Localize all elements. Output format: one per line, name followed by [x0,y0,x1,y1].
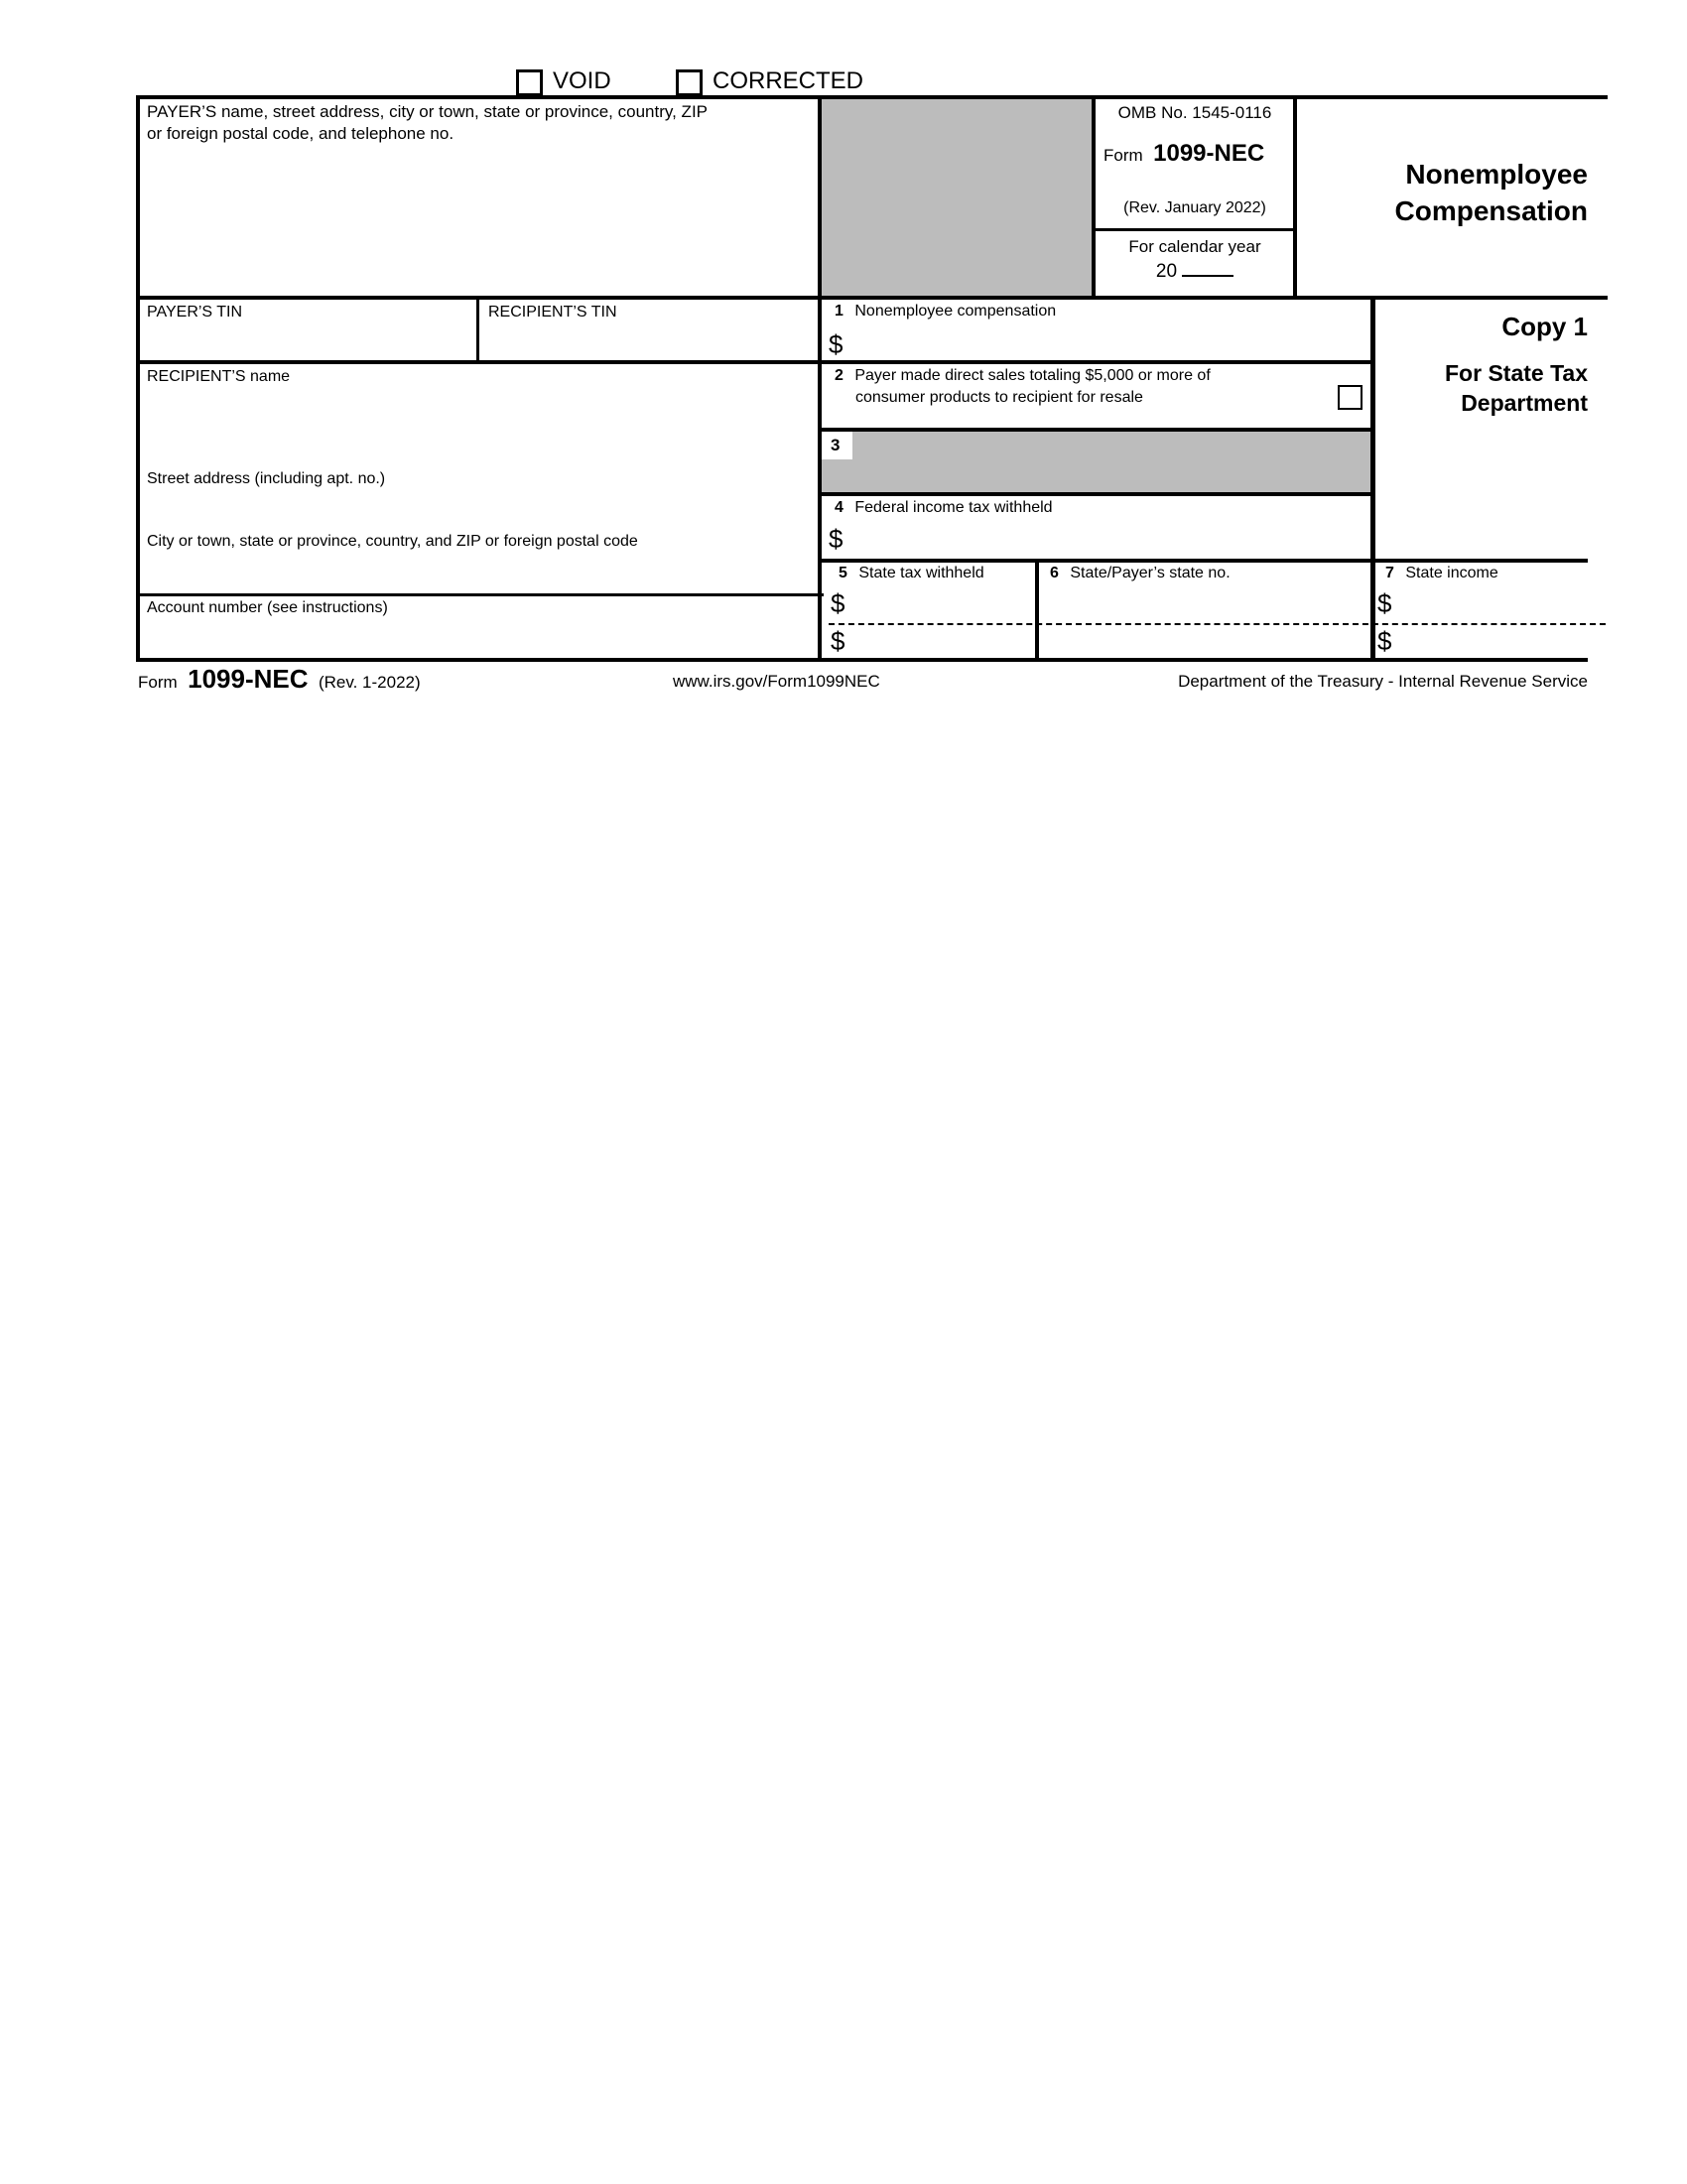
footer-url: www.irs.gov/Form1099NEC [673,672,880,691]
box7-dollar-bottom: $ [1377,626,1392,656]
row-divider-tin-top [136,296,1608,300]
row-divider-box3-box4 [820,492,1374,496]
box1-dollar-sign: $ [829,329,844,359]
box3-shaded-area [822,432,1370,492]
box2-number: 2 [835,367,844,384]
box5-number: 5 [839,565,847,581]
payer-tin-label: PAYER’S TIN [147,304,243,321]
street-address-label: Street address (including apt. no.) [147,470,386,487]
copy-for-line1: For State Tax [1445,360,1588,386]
recipient-name-label: RECIPIENT’S name [147,368,291,385]
box4-number: 4 [835,499,844,516]
omb-revision: (Rev. January 2022) [1123,199,1266,216]
footer-revision: (Rev. 1-2022) [318,673,421,692]
main-right-divider [1370,296,1375,662]
state-divider-5-6 [1035,559,1039,662]
city-input[interactable] [144,554,814,589]
void-checkbox[interactable] [516,69,543,96]
calendar-year-input[interactable] [1182,258,1233,277]
row-divider-account-top [136,593,824,596]
copy-for-block [1379,358,1588,418]
footer-form-word: Form [138,673,178,692]
box4-label: Federal income tax withheld [854,499,1053,516]
tin-divider [476,296,479,364]
left-border-line [136,95,140,662]
form-title [1270,156,1588,229]
box6-label-row [1050,564,1231,583]
box7-label-row [1385,564,1498,583]
payer-info-label-line1: PAYER’S name, street address, city or town, state or province, country, ZIP [147,102,709,121]
copy-label: Copy 1 [1501,312,1588,341]
box1-amount-input[interactable] [855,329,1364,357]
box7-number: 7 [1385,565,1394,581]
calendar-year-row [1096,258,1294,283]
box6-input[interactable] [1044,587,1365,655]
omb-inner-divider [1092,228,1297,231]
box2-label-line2: consumer products to recipient for resale [855,389,1143,406]
copy-for-line2: Department [1461,390,1588,416]
box5-dollar-top: $ [831,588,845,618]
row-divider-state-top [820,559,1588,563]
title-line2: Compensation [1394,195,1588,226]
box4-amount-input[interactable] [855,524,1364,554]
footer-form-line [138,664,421,695]
payer-right-divider [818,95,822,662]
box2-label-row [835,366,1211,386]
box7-dollar-top: $ [1377,588,1392,618]
box1-label: Nonemployee compensation [854,303,1057,320]
corrected-checkbox[interactable] [676,69,703,96]
box3-number: 3 [831,436,841,454]
calendar-year-label: For calendar year [1128,237,1261,256]
calendar-year-prefix: 20 [1155,261,1178,282]
box3-number-chip [822,432,852,459]
footer-agency: Department of the Treasury - Internal Revenue Service [1178,672,1588,691]
box5-amount-top-input[interactable] [857,589,1031,619]
box2-checkbox[interactable] [1338,385,1363,410]
omb-form-number: 1099-NEC [1153,140,1265,167]
footer-form-number: 1099-NEC [188,664,309,694]
omb-form-line [1103,140,1264,168]
shaded-top-box [822,99,1092,296]
box7-amount-bottom-input[interactable] [1403,627,1587,655]
box4-dollar-sign: $ [829,524,844,554]
omb-form-word: Form [1103,146,1143,165]
city-label: City or town, state or province, country, and ZIP or foreign postal code [147,533,638,550]
street-address-input[interactable] [144,492,814,528]
recipient-tin-input[interactable] [488,325,814,357]
row-divider-box2-box3 [820,428,1374,432]
account-number-label: Account number (see instructions) [147,599,388,616]
corrected-label: CORRECTED [713,67,864,94]
top-border-line [136,95,1608,99]
box5-dollar-bottom: $ [831,626,845,656]
box6-number: 6 [1050,565,1059,581]
void-label: VOID [553,67,611,94]
box7-amount-top-input[interactable] [1403,589,1587,619]
box1-number: 1 [835,303,844,320]
box4-label-row [835,498,1053,518]
payer-info-input[interactable] [144,149,814,292]
title-line1: Nonemployee [1405,159,1588,190]
omb-number: OMB No. 1545-0116 [1117,103,1272,122]
box1-label-row [835,302,1056,321]
box5-label-row [839,564,984,583]
payer-info-label-line2: or foreign postal code, and telephone no. [147,124,454,143]
recipient-name-input[interactable] [144,389,814,464]
row-divider-tin-bottom [136,360,1374,364]
box2-label-line1: Payer made direct sales totaling $5,000 or more of [854,367,1211,384]
payer-tin-input[interactable] [144,325,471,357]
account-number-input[interactable] [144,621,814,655]
box5-label: State tax withheld [858,565,984,581]
recipient-tin-label: RECIPIENT’S TIN [488,304,617,321]
box5-amount-bottom-input[interactable] [857,627,1031,655]
box6-label: State/Payer’s state no. [1070,565,1231,581]
box7-label: State income [1405,565,1498,581]
